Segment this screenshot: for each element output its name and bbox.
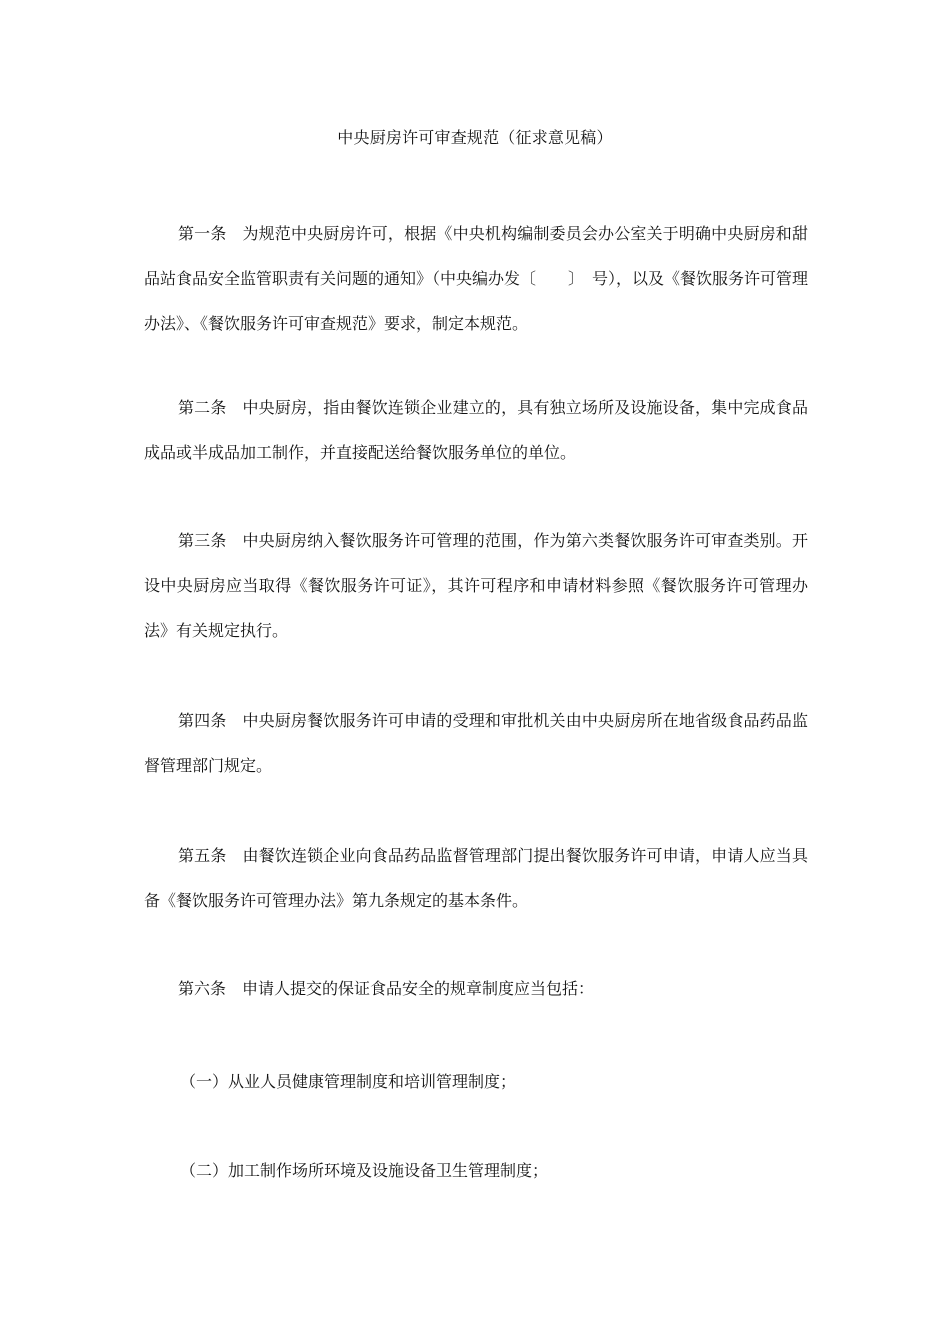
article-2 <box>144 385 808 475</box>
article-text: 中央厨房纳入餐饮服务许可管理的范围，作为第六类餐饮服务许可审查类别。开设中央厨房应当取得《餐饮服务许可证》，其许可程序和申请材料参照《餐饮服务许可管理办法》有关规定执行。 <box>144 531 808 640</box>
article-3 <box>144 518 808 653</box>
article-label: 第二条 <box>178 398 227 417</box>
list-item: （二）加工制作场所环境及设施设备卫生管理制度； <box>180 1161 549 1180</box>
article-5 <box>144 833 808 923</box>
list-item: （一）从业人员健康管理制度和培训管理制度； <box>180 1072 517 1091</box>
article-label: 第五条 <box>178 846 227 865</box>
article-4 <box>144 698 808 788</box>
article-label: 第一条 <box>178 224 227 243</box>
article-6 <box>144 966 808 1011</box>
article-text: 中央厨房餐饮服务许可申请的受理和审批机关由中央厨房所在地省级食品药品监督管理部门规定。 <box>144 711 808 775</box>
article-label: 第四条 <box>178 711 227 730</box>
article-text: 中央厨房，指由餐饮连锁企业建立的，具有独立场所及设施设备，集中完成食品成品或半成品加工制作，并直接配送给餐饮服务单位的单位。 <box>144 398 808 462</box>
document-title: 中央厨房许可审查规范（征求意见稿） <box>337 128 613 147</box>
article-label: 第六条 <box>178 979 227 998</box>
article-1 <box>144 211 808 346</box>
article-text: 申请人提交的保证食品安全的规章制度应当包括： <box>242 979 595 998</box>
article-text: 为规范中央厨房许可，根据《中央机构编制委员会办公室关于明确中央厨房和甜品站食品安全监管职责有关问题的通知》（中央编办发〔 〕 号），以及《餐饮服务许可管理办法》、《餐饮服务许可审查规范》要求，制定本规范。 <box>144 224 809 333</box>
article-label: 第三条 <box>178 531 227 550</box>
article-text: 由餐饮连锁企业向食品药品监督管理部门提出餐饮服务许可申请，申请人应当具备《餐饮服务许可管理办法》第九条规定的基本条件。 <box>144 846 808 910</box>
